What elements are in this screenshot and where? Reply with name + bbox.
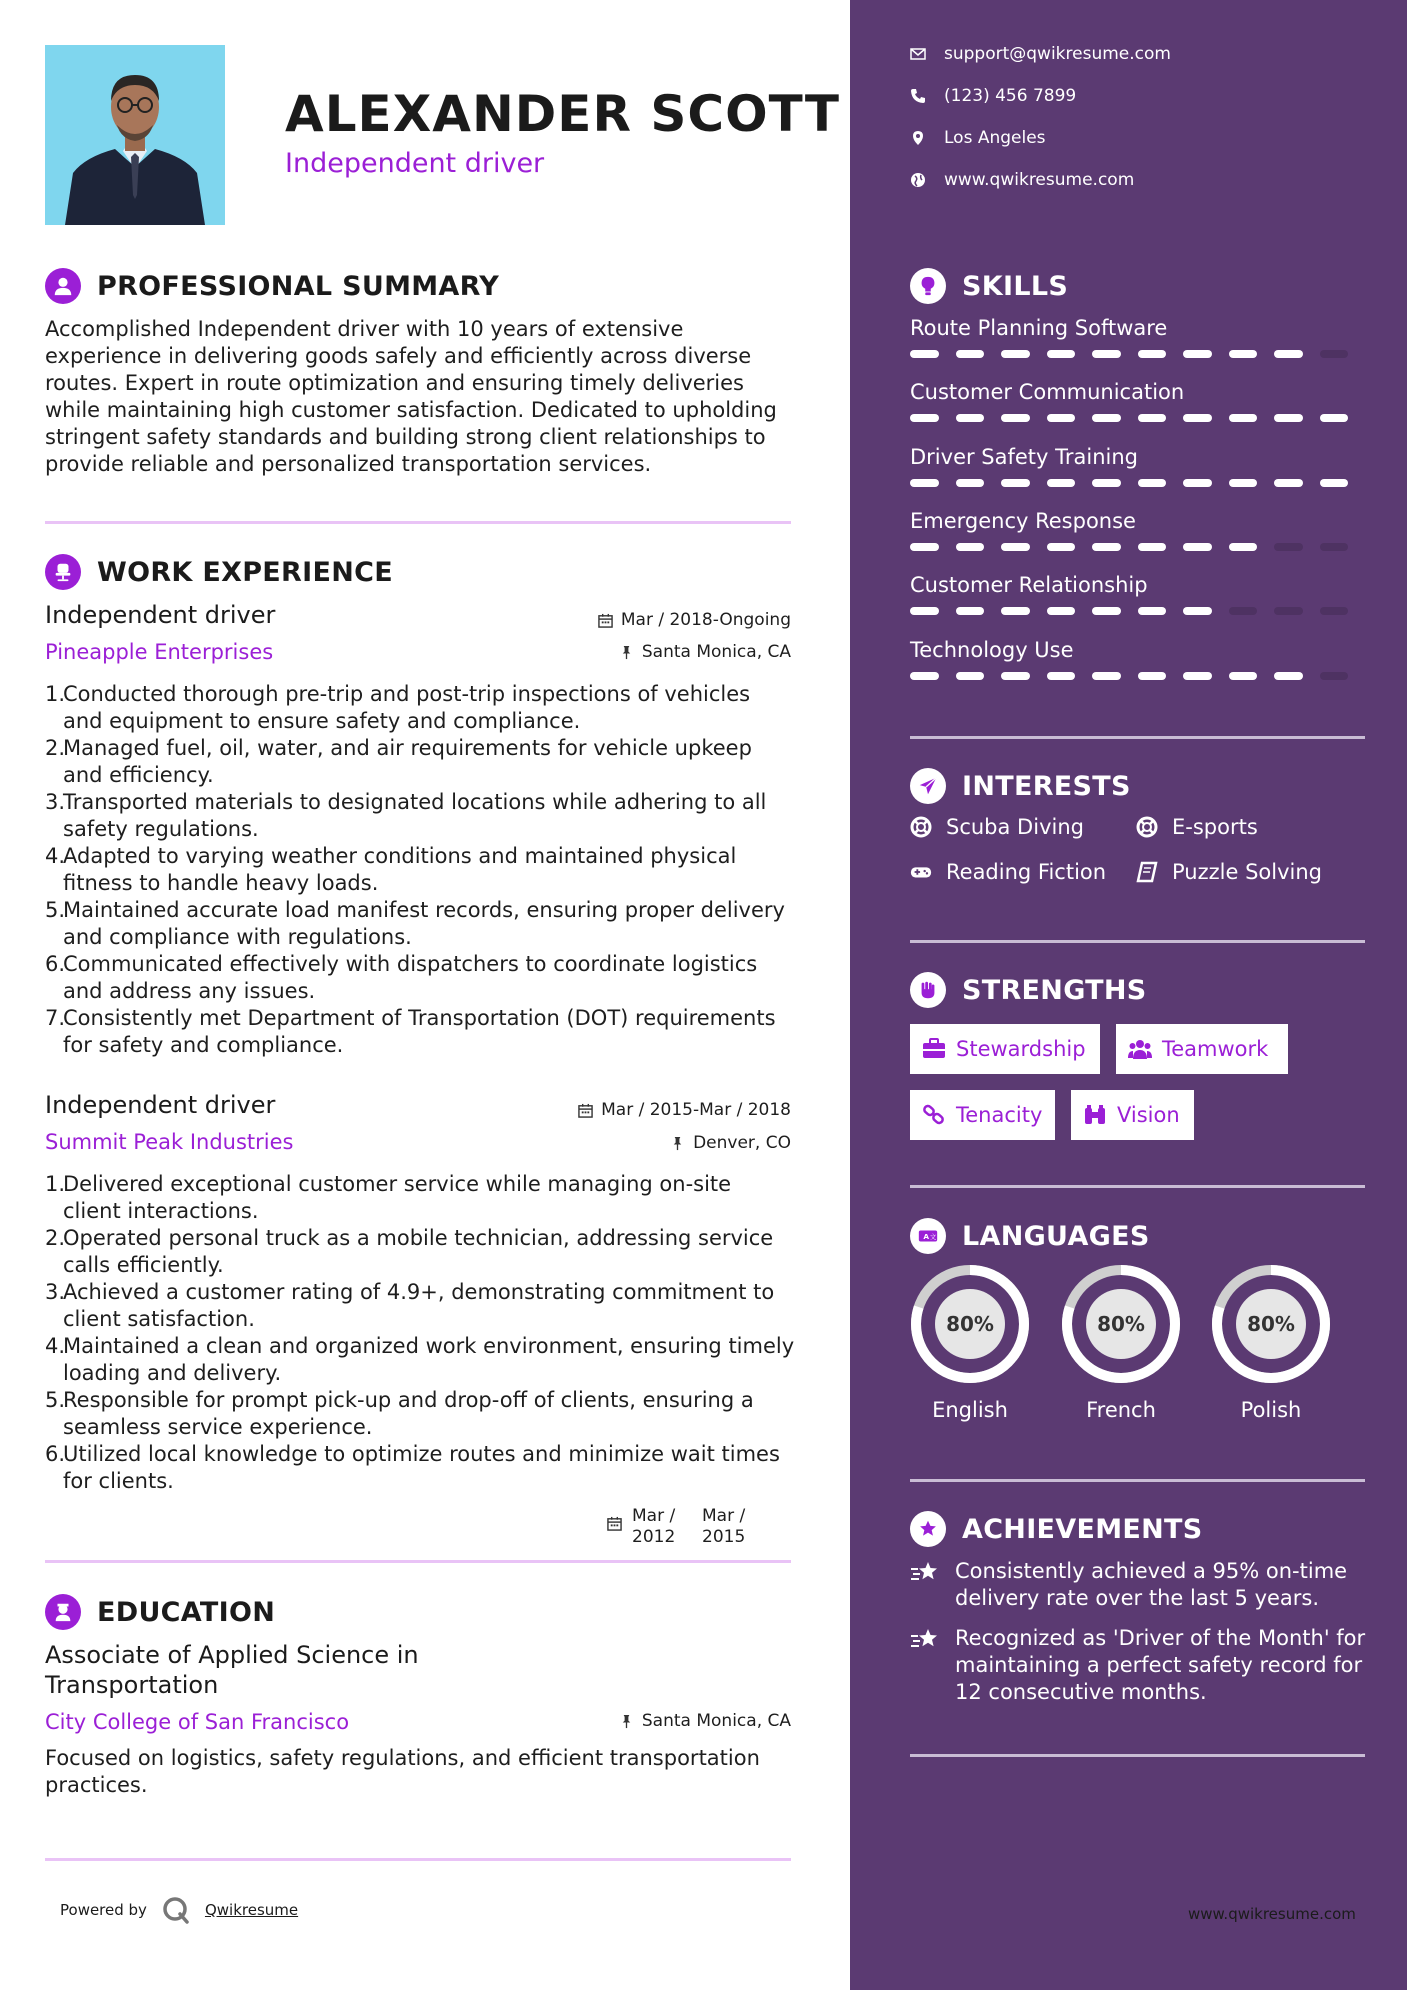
list-item: 1.Conducted thorough pre-trip and post-trip inspections of vehicles and equipment to ensure safety and compliance. xyxy=(45,682,751,733)
achievement-item xyxy=(910,1558,1370,1612)
graduate-icon xyxy=(45,1594,81,1630)
list-item: 2.Managed fuel, oil, water, and air requirements for vehicle upkeep and efficiency. xyxy=(45,736,752,787)
pin-icon xyxy=(619,1714,634,1729)
rating-dash-empty xyxy=(1320,543,1349,551)
list-item: 1.Delivered exceptional customer service while managing on-site client interactions. xyxy=(45,1172,732,1223)
job-dates xyxy=(578,1100,791,1120)
rating-dash-filled xyxy=(1092,479,1121,487)
lifebuoy-icon xyxy=(1136,816,1158,838)
rating-dash-filled xyxy=(1320,414,1349,422)
rating-dash-filled xyxy=(910,672,939,680)
achievements-title: ACHIEVEMENTS xyxy=(962,1513,1203,1545)
rating-dash-empty xyxy=(1320,672,1349,680)
rating-dash-filled xyxy=(1138,672,1167,680)
interest-item xyxy=(910,860,1106,884)
skill-item xyxy=(910,509,1365,551)
rating-dash-filled xyxy=(1274,350,1303,358)
rating-dash-filled xyxy=(1001,607,1030,615)
education-description: Focused on logistics, safety regulations, and efficient transportation practices. xyxy=(45,1746,760,1797)
rating-dash-empty xyxy=(1274,607,1303,615)
user-icon xyxy=(45,268,81,304)
rating-dash-filled xyxy=(1183,672,1212,680)
rating-dash-filled xyxy=(1092,543,1121,551)
rating-dash-filled xyxy=(1047,607,1076,615)
rating-dash-filled xyxy=(1229,350,1258,358)
achievements-heading xyxy=(910,1511,1203,1547)
summary-heading xyxy=(45,268,499,304)
summary-title: PROFESSIONAL SUMMARY xyxy=(97,270,500,302)
skill-rating xyxy=(910,479,1365,487)
skills-heading xyxy=(910,268,1068,304)
education-title: EDUCATION xyxy=(97,1596,276,1628)
degree-line: Associate of Applied Science in xyxy=(45,1641,419,1669)
rating-dash-filled xyxy=(1183,543,1212,551)
rating-dash-filled xyxy=(1047,414,1076,422)
section-divider xyxy=(45,521,791,524)
job-location-text: Denver, CO xyxy=(693,1133,791,1153)
rating-dash-filled xyxy=(1229,479,1258,487)
skill-rating xyxy=(910,607,1365,615)
job-title: Independent driver xyxy=(45,1091,276,1119)
rating-dash-filled xyxy=(1138,350,1167,358)
list-item: 7.Consistently met Department of Transportation (DOT) requirements for safety and compliance. xyxy=(45,1006,776,1057)
office-chair-icon xyxy=(45,554,81,590)
rating-dash-filled xyxy=(1001,414,1030,422)
rating-dash-filled xyxy=(956,414,985,422)
language-progress-ring xyxy=(910,1264,1030,1384)
education-start: Mar / 2012 xyxy=(632,1506,676,1547)
strength-tag xyxy=(910,1090,1055,1140)
language-name: French xyxy=(1086,1398,1156,1422)
skill-rating xyxy=(910,414,1365,422)
interest-label: Puzzle Solving xyxy=(1172,860,1322,884)
candidate-name: ALEXANDER SCOTT xyxy=(285,85,840,143)
language-item xyxy=(1061,1264,1181,1422)
skill-name: Technology Use xyxy=(910,638,1074,662)
rating-dash-filled xyxy=(1138,479,1167,487)
rating-dash-filled xyxy=(1001,350,1030,358)
fist-icon xyxy=(910,972,946,1008)
experience-heading xyxy=(45,554,393,590)
briefcase-icon xyxy=(922,1038,946,1060)
shooting-star-icon xyxy=(910,1560,940,1586)
strength-label: Teamwork xyxy=(1162,1037,1269,1061)
list-item: 5.Maintained accurate load manifest records, ensuring proper delivery and compliance with regulations. xyxy=(45,898,785,949)
powered-by-label: Powered by xyxy=(60,1901,147,1919)
rating-dash-empty xyxy=(1274,543,1303,551)
link-icon xyxy=(922,1104,946,1126)
skill-name: Route Planning Software xyxy=(910,316,1168,340)
skill-name: Emergency Response xyxy=(910,509,1136,533)
binoculars-icon xyxy=(1083,1104,1107,1126)
achievement-item xyxy=(910,1625,1370,1706)
interest-label: E-sports xyxy=(1172,815,1258,839)
job-company: Pineapple Enterprises xyxy=(45,640,274,664)
degree-line: Transportation xyxy=(45,1671,219,1699)
achievement-text: Consistently achieved a 95% on-time delivery rate over the last 5 years. xyxy=(955,1559,1348,1610)
skill-rating xyxy=(910,543,1365,551)
summary-text: Accomplished Independent driver with 10 years of extensive experience in delivering goods safely and efficiently across diverse routes. Expert in route optimization and ensuring timely deliveries while maintaining high customer satisfaction. Dedicated to upholding stringent safety standards and building strong client relationships to provide reliable and personalized transportation services. xyxy=(45,317,777,476)
achievement-text: Recognized as 'Driver of the Month' for maintaining a perfect safety record for 12 consecutive months. xyxy=(955,1626,1366,1704)
language-name: English xyxy=(932,1398,1008,1422)
languages-heading xyxy=(910,1218,1150,1254)
website-text: www.qwikresume.com xyxy=(944,170,1135,190)
rating-dash-filled xyxy=(910,543,939,551)
footer-website[interactable]: www.qwikresume.com xyxy=(1188,1905,1356,1923)
qwikresume-logo-icon xyxy=(161,1895,191,1925)
contact-phone[interactable] xyxy=(910,86,1076,106)
skill-item xyxy=(910,445,1365,487)
skill-item xyxy=(910,380,1365,422)
brand-link[interactable]: Qwikresume xyxy=(204,1901,299,1919)
sidebar-divider xyxy=(910,940,1365,943)
duty-list xyxy=(45,1171,795,1495)
paper-plane-icon xyxy=(910,768,946,804)
skill-item xyxy=(910,638,1365,680)
language-percent: 80% xyxy=(1097,1312,1145,1336)
envelope-icon xyxy=(910,46,926,62)
job-location-text: Santa Monica, CA xyxy=(641,642,791,662)
rating-dash-filled xyxy=(1047,672,1076,680)
job-dates xyxy=(598,610,791,630)
rating-dash-filled xyxy=(956,607,985,615)
calendar-icon xyxy=(578,1103,593,1118)
skill-item xyxy=(910,573,1365,615)
rating-dash-filled xyxy=(1092,350,1121,358)
rating-dash-filled xyxy=(956,350,985,358)
svg-text:A: A xyxy=(923,1232,930,1242)
book-icon xyxy=(1136,861,1158,883)
rating-dash-filled xyxy=(956,672,985,680)
svg-text:文: 文 xyxy=(929,1233,937,1242)
rating-dash-filled xyxy=(1229,672,1258,680)
globe-icon xyxy=(910,172,926,188)
strengths-title: STRENGTHS xyxy=(962,974,1147,1006)
strength-label: Stewardship xyxy=(956,1037,1086,1061)
gamepad-icon xyxy=(910,861,932,883)
rating-dash-filled xyxy=(1047,479,1076,487)
sidebar-divider xyxy=(910,1185,1365,1188)
calendar-icon xyxy=(598,613,613,628)
interest-item xyxy=(910,815,1084,839)
strength-tag xyxy=(910,1024,1100,1074)
list-item: 5.Responsible for prompt pick-up and drop-off of clients, ensuring a seamless service experience. xyxy=(45,1388,754,1439)
pin-icon xyxy=(670,1136,685,1151)
rating-dash-filled xyxy=(1183,350,1212,358)
strength-tag xyxy=(1116,1024,1288,1074)
list-item: 6.Utilized local knowledge to optimize routes and minimize wait times for clients. xyxy=(45,1442,780,1493)
map-marker-icon xyxy=(910,130,926,146)
sidebar-divider xyxy=(910,736,1365,739)
rating-dash-empty xyxy=(1229,607,1258,615)
rating-dash-filled xyxy=(1092,672,1121,680)
language-item xyxy=(910,1264,1030,1422)
rating-dash-filled xyxy=(1092,414,1121,422)
list-item: 4.Maintained a clean and organized work environment, ensuring timely loading and delivery. xyxy=(45,1334,795,1385)
rating-dash-filled xyxy=(956,479,985,487)
education-location-text: Santa Monica, CA xyxy=(641,1711,791,1731)
rating-dash-filled xyxy=(910,479,939,487)
rating-dash-filled xyxy=(910,607,939,615)
star-badge-icon xyxy=(910,1511,946,1547)
languages-title: LANGUAGES xyxy=(962,1220,1150,1252)
rating-dash-filled xyxy=(1274,479,1303,487)
strengths-heading xyxy=(910,972,1147,1008)
rating-dash-filled xyxy=(1229,414,1258,422)
pin-icon xyxy=(619,645,634,660)
rating-dash-filled xyxy=(910,414,939,422)
degree-title xyxy=(45,1640,419,1700)
skill-name: Customer Communication xyxy=(910,380,1185,404)
list-item: 4.Adapted to varying weather conditions and maintained physical fitness to handle heavy loads. xyxy=(45,844,737,895)
phone-icon xyxy=(910,88,926,104)
rating-dash-filled xyxy=(1274,414,1303,422)
rating-dash-empty xyxy=(1320,607,1349,615)
section-divider xyxy=(45,1560,791,1563)
rating-dash-filled xyxy=(1183,414,1212,422)
rating-dash-filled xyxy=(1138,543,1167,551)
strength-label: Vision xyxy=(1117,1103,1180,1127)
lifebuoy-icon xyxy=(910,816,932,838)
rating-dash-filled xyxy=(1001,479,1030,487)
contact-email[interactable] xyxy=(910,44,1171,64)
list-item: 3.Transported materials to designated locations while adhering to all safety regulations. xyxy=(45,790,767,841)
interest-item xyxy=(1136,815,1258,839)
users-icon xyxy=(1128,1038,1152,1060)
skill-name: Driver Safety Training xyxy=(910,445,1139,469)
rating-dash-filled xyxy=(1183,479,1212,487)
shooting-star-icon xyxy=(910,1627,940,1653)
footer-powered xyxy=(60,1895,298,1925)
job-dates-text: Mar / 2018-Ongoing xyxy=(620,610,791,630)
skill-name: Customer Relationship xyxy=(910,573,1148,597)
language-percent: 80% xyxy=(1247,1312,1295,1336)
sidebar xyxy=(850,0,1407,1990)
strength-tag xyxy=(1071,1090,1194,1140)
lightbulb-icon xyxy=(910,268,946,304)
interest-item xyxy=(1136,860,1322,884)
skills-title: SKILLS xyxy=(962,270,1069,302)
skill-rating xyxy=(910,672,1365,680)
contact-location xyxy=(910,128,1046,148)
rating-dash-empty xyxy=(1320,350,1349,358)
rating-dash-filled xyxy=(1092,607,1121,615)
education-end: Mar / 2015 xyxy=(702,1506,746,1547)
rating-dash-filled xyxy=(910,350,939,358)
interest-label: Reading Fiction xyxy=(946,860,1107,884)
language-progress-ring xyxy=(1211,1264,1331,1384)
rating-dash-filled xyxy=(1138,607,1167,615)
list-item: 3.Achieved a customer rating of 4.9+, demonstrating commitment to client satisfaction. xyxy=(45,1280,775,1331)
job-dates-text: Mar / 2015-Mar / 2018 xyxy=(601,1100,791,1120)
interests-heading xyxy=(910,768,1131,804)
education-heading xyxy=(45,1594,275,1630)
rating-dash-filled xyxy=(956,543,985,551)
phone-text: (123) 456 7899 xyxy=(944,86,1077,106)
rating-dash-filled xyxy=(1320,479,1349,487)
rating-dash-filled xyxy=(1047,543,1076,551)
list-item: 6.Communicated effectively with dispatchers to coordinate logistics and address any issues. xyxy=(45,952,758,1003)
experience-title: WORK EXPERIENCE xyxy=(97,556,393,588)
sidebar-divider xyxy=(910,1754,1365,1757)
rating-dash-filled xyxy=(1001,672,1030,680)
profile-photo xyxy=(45,45,225,225)
rating-dash-filled xyxy=(1001,543,1030,551)
rating-dash-filled xyxy=(1047,350,1076,358)
rating-dash-filled xyxy=(1138,414,1167,422)
calendar-icon xyxy=(607,1516,622,1531)
education-location xyxy=(619,1711,791,1731)
school-name: City College of San Francisco xyxy=(45,1710,350,1734)
strength-label: Tenacity xyxy=(956,1103,1043,1127)
language-percent: 80% xyxy=(946,1312,994,1336)
skill-item xyxy=(910,316,1365,358)
education-dates xyxy=(607,1506,762,1548)
duty-list xyxy=(45,681,795,1059)
job-company: Summit Peak Industries xyxy=(45,1130,294,1154)
translate-icon xyxy=(910,1218,946,1254)
language-progress-ring xyxy=(1061,1264,1181,1384)
language-name: Polish xyxy=(1240,1398,1302,1422)
contact-website[interactable] xyxy=(910,170,1134,190)
candidate-title: Independent driver xyxy=(285,148,545,179)
job-location xyxy=(619,642,791,662)
language-item xyxy=(1211,1264,1331,1422)
rating-dash-filled xyxy=(1229,543,1258,551)
email-text: support@qwikresume.com xyxy=(944,44,1171,64)
rating-dash-filled xyxy=(1183,607,1212,615)
interests-title: INTERESTS xyxy=(962,770,1131,802)
section-divider xyxy=(45,1858,791,1861)
skill-rating xyxy=(910,350,1365,358)
interest-label: Scuba Diving xyxy=(946,815,1084,839)
list-item: 2.Operated personal truck as a mobile technician, addressing service calls efficiently. xyxy=(45,1226,774,1277)
rating-dash-filled xyxy=(1274,672,1303,680)
job-title: Independent driver xyxy=(45,601,276,629)
sidebar-divider xyxy=(910,1479,1365,1482)
job-location xyxy=(670,1133,791,1153)
location-text: Los Angeles xyxy=(944,128,1046,148)
